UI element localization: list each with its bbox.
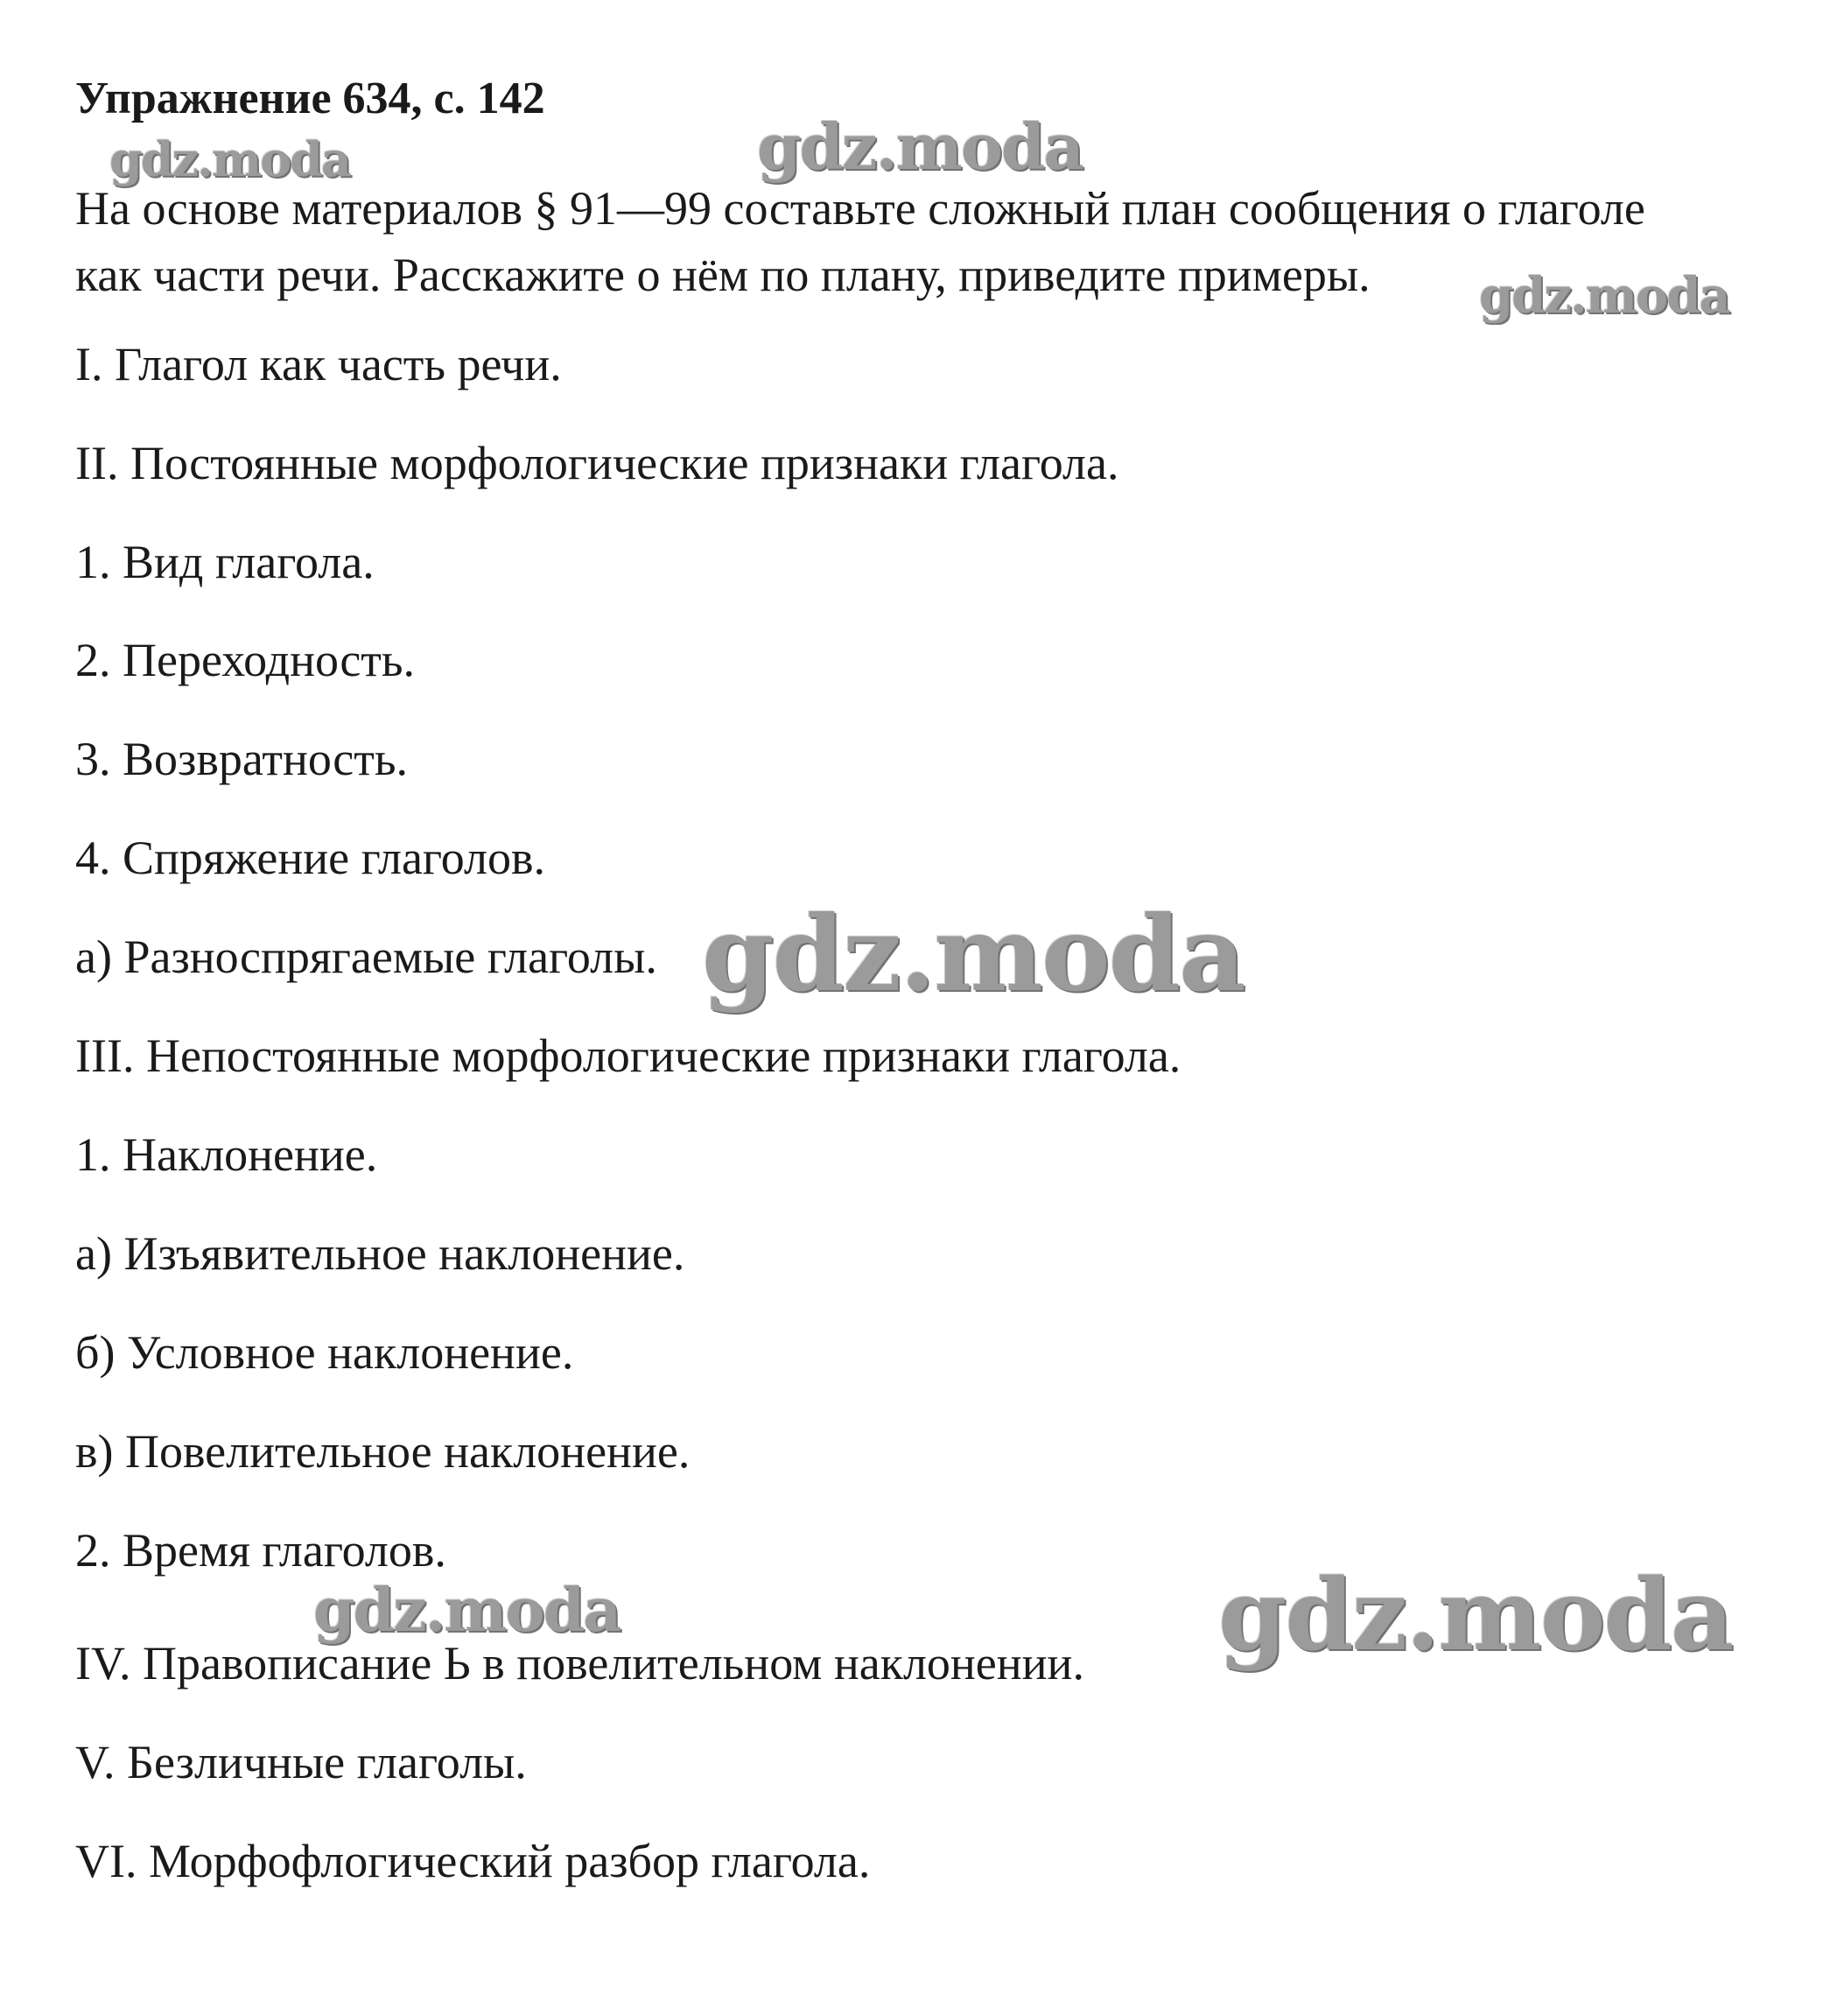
plan-item: б) Условное наклонение.: [75, 1326, 574, 1379]
watermark: gdz.moda: [757, 109, 1083, 184]
watermark: gdz.moda: [702, 893, 1245, 1015]
plan-item: а) Разноспрягаемые глаголы.: [75, 931, 657, 983]
plan-item: 1. Наклонение.: [75, 1128, 378, 1181]
plan-item: в) Повелительное наклонение.: [75, 1425, 691, 1478]
plan-item: 2. Время глаголов.: [75, 1524, 446, 1577]
watermark: gdz.moda: [109, 131, 350, 187]
task-line-1: На основе материалов § 91—99 составьте сложный план сообщения о глаголе: [75, 182, 1645, 235]
plan-item: 4. Спряжение глаголов.: [75, 832, 545, 884]
plan-item: IV. Правописание Ь в повелительном наклонении.: [75, 1637, 1084, 1689]
watermark: gdz.moda: [1479, 267, 1729, 325]
plan-item: VI. Морфофлогический разбор глагола.: [75, 1835, 871, 1887]
plan-item: I. Глагол как часть речи.: [75, 338, 562, 390]
plan-item: 1. Вид глагола.: [75, 536, 375, 588]
plan-item: III. Непостоянные морфологические признаки глагола.: [75, 1029, 1181, 1082]
plan-item: а) Изъявительное наклонение.: [75, 1227, 685, 1280]
plan-item: 3. Возвратность.: [75, 733, 408, 785]
watermark: gdz.moda: [1218, 1558, 1733, 1673]
plan-item: II. Постоянные морфологические признаки глагола.: [75, 437, 1119, 489]
task-line-2: как части речи. Расскажите о нём по плану, приведите примеры.: [75, 249, 1371, 301]
watermark: gdz.moda: [313, 1576, 621, 1646]
plan-item: 2. Переходность.: [75, 634, 416, 686]
plan-item: V. Безличные глаголы.: [75, 1736, 527, 1788]
exercise-title: Упражнение 634, с. 142: [75, 74, 545, 123]
